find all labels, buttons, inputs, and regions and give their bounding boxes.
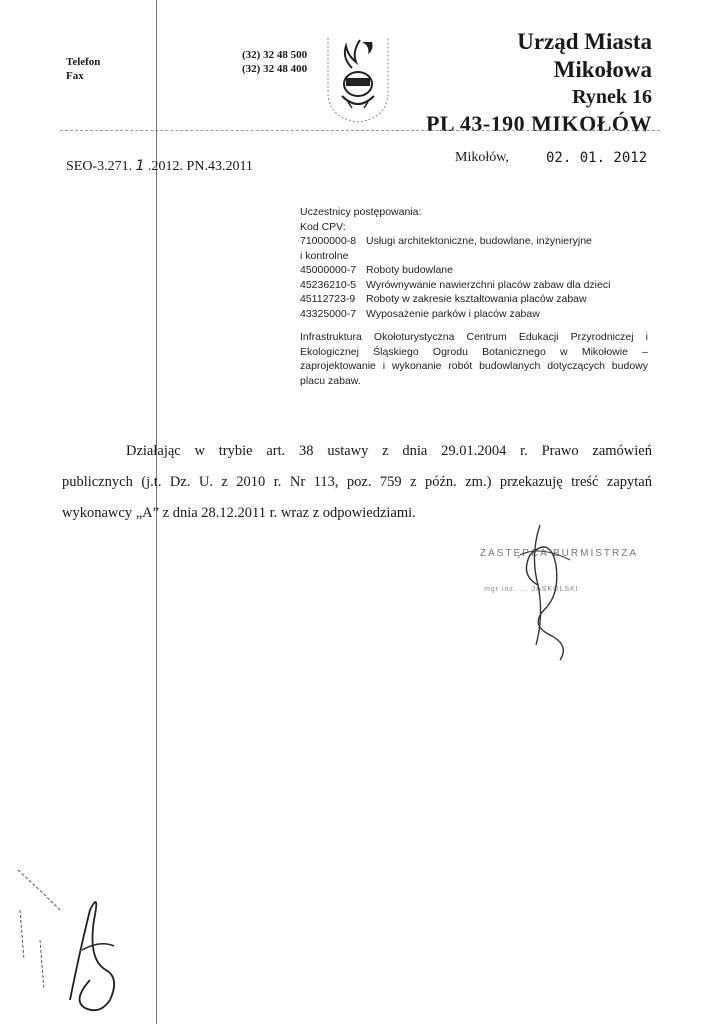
signature-stamp-name: mgr inż. ... JASKÓLSKI xyxy=(484,586,579,593)
body-line-1: Działając w trybie art. 38 ustawy z dnia 29.01.2004 r. Prawo zamówień xyxy=(126,443,652,459)
cpv-code: 43325000-7 xyxy=(300,307,357,320)
body-line-2: publicznych (j.t. Dz. U. z 2010 r. Nr 113, poz. 759 z późn. zm.) przekazuję treść zapytań xyxy=(62,474,652,490)
participants-heading: Uczestnicy postępowania: xyxy=(300,206,422,218)
office-address xyxy=(418,28,652,138)
cpv-description: i kontrolne xyxy=(300,249,349,262)
telefon-number: (32) 32 48 500 xyxy=(242,49,308,61)
phone-numbers xyxy=(242,48,307,76)
cpv-code: 71000000-8 xyxy=(300,235,357,247)
cpv-list xyxy=(300,234,610,321)
cpv-item xyxy=(300,249,610,264)
cpv-description: Roboty w zakresie kształtowania placów zabaw xyxy=(366,293,587,305)
cpv-label: Kod CPV: xyxy=(300,220,346,233)
participants-block xyxy=(300,205,610,321)
org-name: Urząd Miasta Mikołowa xyxy=(517,29,652,82)
cpv-item xyxy=(300,278,610,293)
reference-number xyxy=(66,158,253,175)
reference-prefix: SEO-3.271. xyxy=(66,159,133,174)
cpv-item xyxy=(300,234,610,249)
signature-stamp-title: ZASTĘPCA BURMISTRZA xyxy=(480,548,639,559)
handwritten-signature xyxy=(500,515,590,665)
cpv-description: Roboty budowlane xyxy=(366,264,453,276)
street-address: Rynek 16 xyxy=(572,86,652,108)
cpv-code: 45236210-5 xyxy=(300,278,357,291)
postal-city: PL 43-190 MIKOŁÓW xyxy=(425,111,652,136)
header-divider xyxy=(60,130,660,131)
date-stamp: 02. 01. 2012 xyxy=(546,150,648,166)
cpv-code: 45112723-9 xyxy=(300,293,356,305)
reference-handwritten-number: 1 xyxy=(135,158,145,174)
cpv-item xyxy=(300,307,610,322)
fax-label: Fax xyxy=(66,70,84,82)
city-crest-logo xyxy=(322,32,394,124)
reference-suffix: .2012. PN.43.2011 xyxy=(148,159,253,174)
cpv-description: Usługi architektoniczne, budowlane, inżynieryjne xyxy=(366,235,592,247)
cpv-code: 45000000-7 xyxy=(300,264,357,276)
body-line-3: wykonawcy „A” z dnia 28.12.2011 r. wraz z odpowiedziami. xyxy=(62,505,416,521)
place-label: Mikołów, xyxy=(455,150,509,165)
procurement-subject: Infrastruktura Okołoturystyczna Centrum Edukacji Przyrodniczej i Ekologicznej Śląskiego Ogrodu Botanicznego w Mikołowie – zaprojektowanie i wykonanie robót budowlanych dotyczących budowy placu zabaw. xyxy=(300,331,648,387)
cpv-item xyxy=(300,263,610,278)
fax-number: (32) 32 48 400 xyxy=(242,63,308,75)
telefon-label: Telefon xyxy=(66,56,101,68)
cpv-description: Wyposażenie parków i placów zabaw xyxy=(366,307,540,320)
cpv-item xyxy=(300,292,610,307)
cpv-description: Wyrównywanie nawierzchni placów zabaw dla dzieci xyxy=(366,278,611,291)
margin-initials-signature xyxy=(10,850,130,1020)
